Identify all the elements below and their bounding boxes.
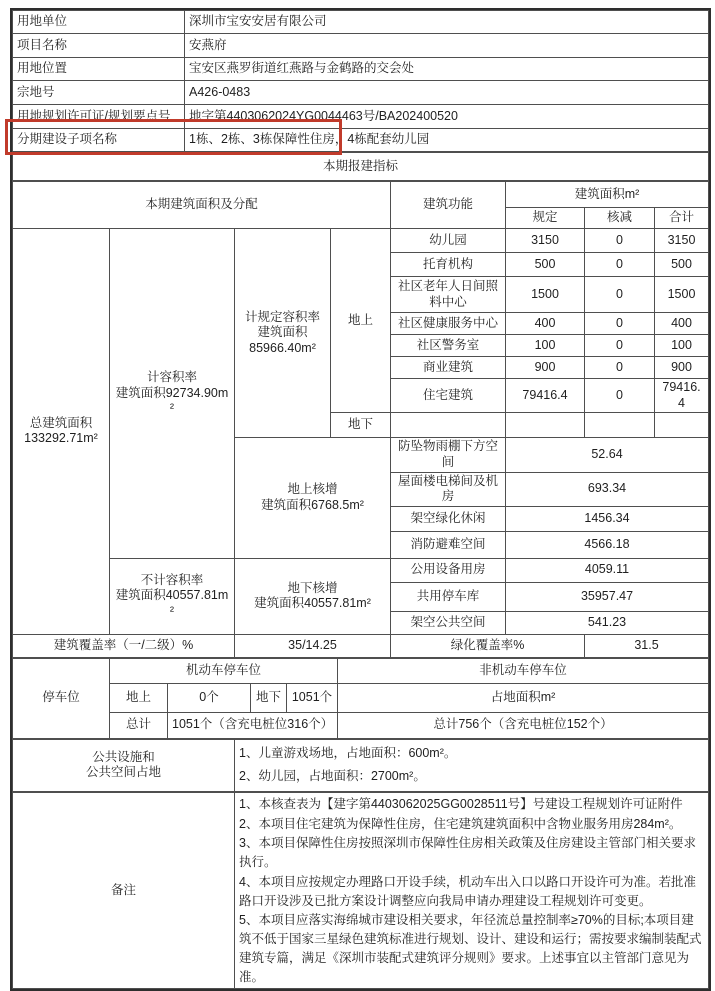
parking-label: 停车位 xyxy=(13,658,110,738)
cell-space-value: 52.64 xyxy=(506,438,709,472)
parking-above-label: 地上 xyxy=(110,683,168,712)
cell-space-name: 架空公共空间 xyxy=(391,611,506,634)
form-row xyxy=(13,105,709,129)
non-floor-ratio-cell xyxy=(110,558,235,634)
cell-space-value: 1456.34 xyxy=(506,506,709,531)
below-bonus-cell xyxy=(235,558,391,634)
field-value xyxy=(185,129,709,152)
cell-function-name: 社区健康服务中心 xyxy=(391,313,506,335)
empty-cell xyxy=(506,413,585,438)
remark-line: 1、本核查表为【建字第4403062025GG0028511号】号建设工程规划许可证附件 xyxy=(239,796,683,811)
form-row xyxy=(13,34,709,58)
public-space-line: 1、儿童游戏场地，占地面积：600m²。 xyxy=(239,746,457,761)
above-bonus-value: 建筑面积6768.5m² xyxy=(261,498,364,512)
green-coverage-value: 31.5 xyxy=(585,634,709,657)
regulated-ratio-title: 计规定容积率 xyxy=(244,309,320,324)
floor-ratio-cell xyxy=(110,229,235,559)
parking-above-value: 0个 xyxy=(168,683,251,712)
green-coverage-label: 绿化覆盖率% xyxy=(391,634,585,657)
non-motor-parking-header: 非机动车停车位 xyxy=(338,658,709,683)
non-floor-ratio-title: 不计容积率 xyxy=(140,572,204,587)
motor-parking-total: 1051个（含充电桩位316个） xyxy=(168,712,338,738)
cell-function-name: 社区老年人日间照料中心 xyxy=(391,277,506,313)
below-bonus-value: 建筑面积40557.81m² xyxy=(254,596,371,611)
cell-space-value: 4059.11 xyxy=(506,558,709,582)
field-label: 分期建设子项名称 xyxy=(13,129,185,152)
cell-deduction: 0 xyxy=(585,277,655,313)
empty-cell xyxy=(655,413,709,438)
non-motor-parking-total: 总计756个（含充电桩位152个） xyxy=(338,712,709,738)
cell-space-name: 屋面楼电梯间及机房 xyxy=(391,472,506,506)
parking-table xyxy=(12,658,709,739)
floor-ratio-value: 建筑面积92734.90m² xyxy=(115,385,229,416)
cell-total: 79416.4 xyxy=(655,379,709,413)
form-row xyxy=(13,58,709,81)
form-row xyxy=(13,11,709,34)
coverage-label: 建筑覆盖率（一/二级）% xyxy=(13,634,235,657)
col-header-deduction: 核减 xyxy=(585,208,655,229)
form-row xyxy=(13,81,709,105)
field-value: 地字第4403062024YG0044463号/BA202400520 xyxy=(185,105,709,129)
cell-regulated: 100 xyxy=(506,335,585,357)
regulated-ratio-cell xyxy=(235,229,331,438)
non-floor-ratio-value: 建筑面积40557.81m² xyxy=(115,588,229,619)
motor-parking-header: 机动车停车位 xyxy=(110,658,338,683)
above-bonus-cell xyxy=(235,438,391,559)
cell-function-name: 社区警务室 xyxy=(391,335,506,357)
empty-cell xyxy=(391,413,506,438)
section-title-table xyxy=(12,152,709,181)
non-motor-area-label: 占地面积m² xyxy=(338,683,709,712)
cell-regulated: 900 xyxy=(506,357,585,379)
cell-regulated: 400 xyxy=(506,313,585,335)
cell-space-name: 消防避难空间 xyxy=(391,531,506,558)
parking-below-value: 1051个 xyxy=(287,683,338,712)
public-space-label-line1: 公共设施和 xyxy=(92,749,155,764)
cell-function-name: 幼儿园 xyxy=(391,229,506,253)
cell-total: 400 xyxy=(655,313,709,335)
cell-total: 100 xyxy=(655,335,709,357)
remark-line: 5、本项目应落实海绵城市建设相关要求，年径流总量控制率≥70%的目标;本项目建筑不低于国家三星绿色建筑标准进行规划、设计、建设和运行；需按要求编制装配式建筑专篇，满足《深圳市装配式建筑评分规则》要求。上述事宜以主管部门意见为准。 xyxy=(239,913,702,984)
cell-total: 1500 xyxy=(655,277,709,313)
function-row xyxy=(13,229,709,253)
remark-line: 2、本项目住宅建筑为保障性住房，住宅建筑建筑面积中含物业服务用房284m²。 xyxy=(239,816,682,831)
parking-total-label: 总计 xyxy=(110,712,168,738)
cell-space-value: 35957.47 xyxy=(506,582,709,611)
field-value: 安燕府 xyxy=(185,34,709,58)
public-space-table xyxy=(12,739,709,792)
cell-regulated: 79416.4 xyxy=(506,379,585,413)
total-area-cell xyxy=(13,229,110,635)
cell-deduction: 0 xyxy=(585,229,655,253)
col-header-building-function: 建筑功能 xyxy=(391,182,506,229)
planning-approval-form xyxy=(10,8,711,991)
total-area-value: 133292.71m² xyxy=(24,431,98,446)
project-info-table xyxy=(12,10,709,152)
cell-space-name: 共用停车库 xyxy=(391,582,506,611)
remarks-content xyxy=(235,792,709,989)
cell-regulated: 500 xyxy=(506,253,585,277)
cell-total: 900 xyxy=(655,357,709,379)
col-header-area-group: 建筑面积m² xyxy=(506,182,709,208)
coverage-row xyxy=(13,634,709,657)
cell-deduction: 0 xyxy=(585,313,655,335)
total-area-title: 总建筑面积 xyxy=(29,415,93,430)
form-row-phase-subitems xyxy=(13,129,709,152)
building-area-matrix xyxy=(12,181,709,658)
cell-deduction: 0 xyxy=(585,379,655,413)
floor-ratio-title: 计容积率 xyxy=(146,369,197,384)
field-label: 项目名称 xyxy=(13,34,185,58)
section-title: 本期报建指标 xyxy=(13,153,709,181)
cell-deduction: 0 xyxy=(585,335,655,357)
cell-space-name: 防坠物雨棚下方空间 xyxy=(391,438,506,472)
cell-function-name: 托育机构 xyxy=(391,253,506,277)
cell-space-value: 4566.18 xyxy=(506,531,709,558)
empty-cell xyxy=(585,413,655,438)
above-bonus-title: 地上核增 xyxy=(287,482,338,497)
field-label: 用地位置 xyxy=(13,58,185,81)
cell-total: 3150 xyxy=(655,229,709,253)
field-label: 用地单位 xyxy=(13,11,185,34)
cell-deduction: 0 xyxy=(585,357,655,379)
remark-line: 3、本项目保障性住房按照深圳市保障性住房相关政策及住房建设主管部门相关要求执行。 xyxy=(239,836,696,869)
cell-regulated: 3150 xyxy=(506,229,585,253)
public-space-label-line2: 公共空间占地 xyxy=(85,765,161,780)
field-label: 用地规划许可证/规划要点号 xyxy=(13,105,185,129)
public-space-label xyxy=(13,739,235,791)
coverage-value: 35/14.25 xyxy=(235,634,391,657)
field-value: 宝安区燕罗街道红燕路与金鹤路的交会处 xyxy=(185,58,709,81)
below-ground-label: 地下 xyxy=(331,413,391,438)
below-bonus-row xyxy=(13,558,709,582)
col-header-area-allocation: 本期建筑面积及分配 xyxy=(13,182,391,229)
cell-space-value: 541.23 xyxy=(506,611,709,634)
regulated-ratio-subtitle: 建筑面积 xyxy=(257,325,308,340)
cell-deduction: 0 xyxy=(585,253,655,277)
cell-space-value: 693.34 xyxy=(506,472,709,506)
field-value: A426-0483 xyxy=(185,81,709,105)
above-ground-label: 地上 xyxy=(331,229,391,413)
remarks-label: 备注 xyxy=(13,792,235,989)
cell-total: 500 xyxy=(655,253,709,277)
col-header-total: 合计 xyxy=(655,208,709,229)
below-bonus-title: 地下核增 xyxy=(287,580,338,595)
public-space-line: 2、幼儿园，占地面积：2700m²。 xyxy=(239,769,426,784)
field-label: 宗地号 xyxy=(13,81,185,105)
cell-space-name: 公用设备用房 xyxy=(391,558,506,582)
subitems-rest-text: 4栋配套幼儿园 xyxy=(347,132,430,147)
cell-function-name: 商业建筑 xyxy=(391,357,506,379)
field-value: 深圳市宝安安居有限公司 xyxy=(185,11,709,34)
regulated-ratio-value: 85966.40m² xyxy=(249,340,316,355)
cell-space-name: 架空绿化休闲 xyxy=(391,506,506,531)
col-header-regulated: 规定 xyxy=(506,208,585,229)
cell-function-name: 住宅建筑 xyxy=(391,379,506,413)
remark-line: 4、本项目应按规定办理路口开设手续，机动车出入口以路口开设许可为准。若批准路口开设涉及已批方案设计调整应向我局申请办理建设工程规划许可变更。 xyxy=(239,874,696,908)
cell-regulated: 1500 xyxy=(506,277,585,313)
remarks-table xyxy=(12,792,709,990)
public-space-content xyxy=(235,739,709,791)
subitems-highlighted-text: 1栋、2栋、3栋保障性住房， xyxy=(189,132,348,147)
parking-below-label: 地下 xyxy=(251,683,287,712)
